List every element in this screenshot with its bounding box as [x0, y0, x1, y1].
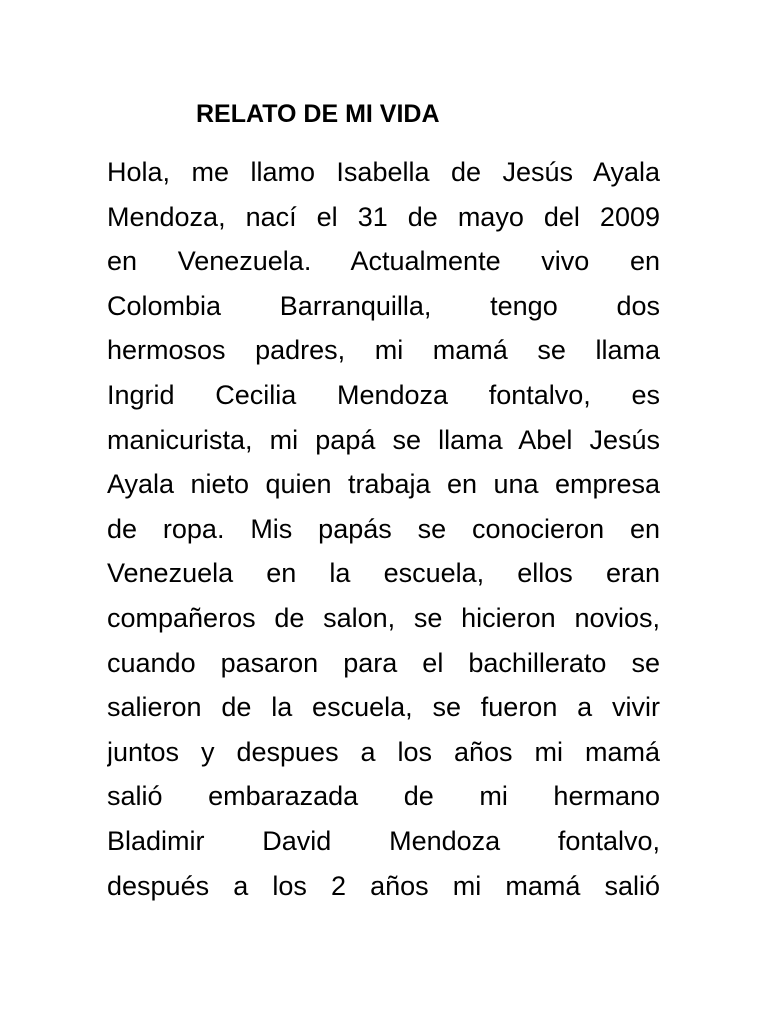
body-line: juntos y despues a los años mi mamá [107, 736, 660, 767]
body-line: Venezuela en la escuela, ellos eran [107, 558, 660, 589]
body-line: compañeros de salon, se hicieron novios, [107, 602, 660, 633]
document-body [107, 150, 660, 908]
body-line: Ingrid Cecilia Mendoza fontalvo, es [107, 379, 660, 410]
body-line: Ayala nieto quien trabaja en una empresa [107, 469, 660, 500]
body-line: Hola, me llamo Isabella de Jesús Ayala [107, 157, 660, 187]
body-line: de ropa. Mis papás se conocieron en [107, 513, 660, 544]
body-line: Mendoza, nací el 31 de mayo del 2009 [107, 201, 660, 232]
body-line: salió embarazada de mi hermano [107, 781, 660, 812]
body-line: manicurista, mi papá se llama Abel Jesús [107, 424, 660, 455]
body-line: después a los 2 años mi mamá salió [107, 870, 660, 901]
body-line: hermosos padres, mi mamá se llama [107, 335, 660, 366]
body-line: Bladimir David Mendoza fontalvo, [107, 825, 660, 856]
body-line: cuando pasaron para el bachillerato se [107, 647, 660, 678]
body-line: Colombia Barranquilla, tengo dos [107, 290, 660, 321]
body-line: salieron de la escuela, se fueron a vivir [107, 692, 660, 723]
document-title: RELATO DE MI VIDA [196, 100, 440, 128]
body-line: en Venezuela. Actualmente vivo en [107, 246, 660, 277]
